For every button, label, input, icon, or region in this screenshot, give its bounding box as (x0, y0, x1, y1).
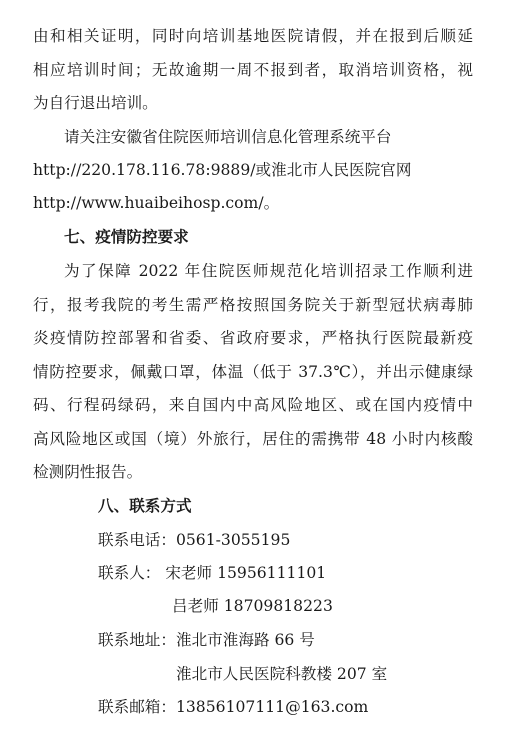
contact-email[interactable]: 联系邮箱：13856107111@163.com (98, 698, 369, 716)
section-8-heading: 八、联系方式 (98, 496, 192, 515)
section-7-line-4: 情防控要求，佩戴口罩，体温（低于 37.3℃），并出示健康绿 (33, 363, 473, 381)
contact-phone: 联系电话：0561-3055195 (98, 531, 291, 549)
section-7-line-5: 码、行程码绿码，来自国内中高风险地区、或在国内疫情中 (33, 396, 473, 414)
contact-address-2: 淮北市人民医院科教楼 207 室 (176, 665, 388, 683)
contact-address-1: 联系地址：淮北市淮海路 66 号 (98, 631, 315, 649)
contact-person-2: 吕老师 18709818223 (172, 597, 333, 615)
intro-line-1: 由和相关证明，同时向培训基地医院请假，并在报到后顺延 (33, 27, 473, 45)
section-7-line-1: 为了保障 2022 年住院医师规范化培训招录工作顺利进 (64, 262, 473, 280)
section-7-line-2: 行，报考我院的考生需严格按照国务院关于新型冠状病毒肺 (33, 296, 473, 314)
intro-line-2: 相应培训时间；无故逾期一周不报到者，取消培训资格，视 (33, 61, 473, 79)
notice-line-1: 请关注安徽省住院医师培训信息化管理系统平台 (64, 128, 392, 146)
intro-line-3: 为自行退出培训。 (33, 94, 158, 112)
section-7-line-3: 炎疫情防控部署和省委、省政府要求，严格执行医院最新疫 (33, 329, 473, 347)
notice-url-line-1[interactable]: http://220.178.116.78:9889/或淮北市人民医院官网 (33, 161, 412, 179)
contact-person-1: 联系人： 宋老师 15956111101 (98, 564, 327, 582)
notice-url-line-2[interactable]: http://www.huaibeihosp.com/。 (33, 194, 280, 212)
section-7-heading: 七、疫情防控要求 (64, 227, 189, 246)
section-7-line-6: 高风险地区或国（境）外旅行，居住的需携带 48 小时内核酸 (33, 430, 473, 448)
section-7-line-7: 检测阴性报告。 (33, 463, 143, 481)
